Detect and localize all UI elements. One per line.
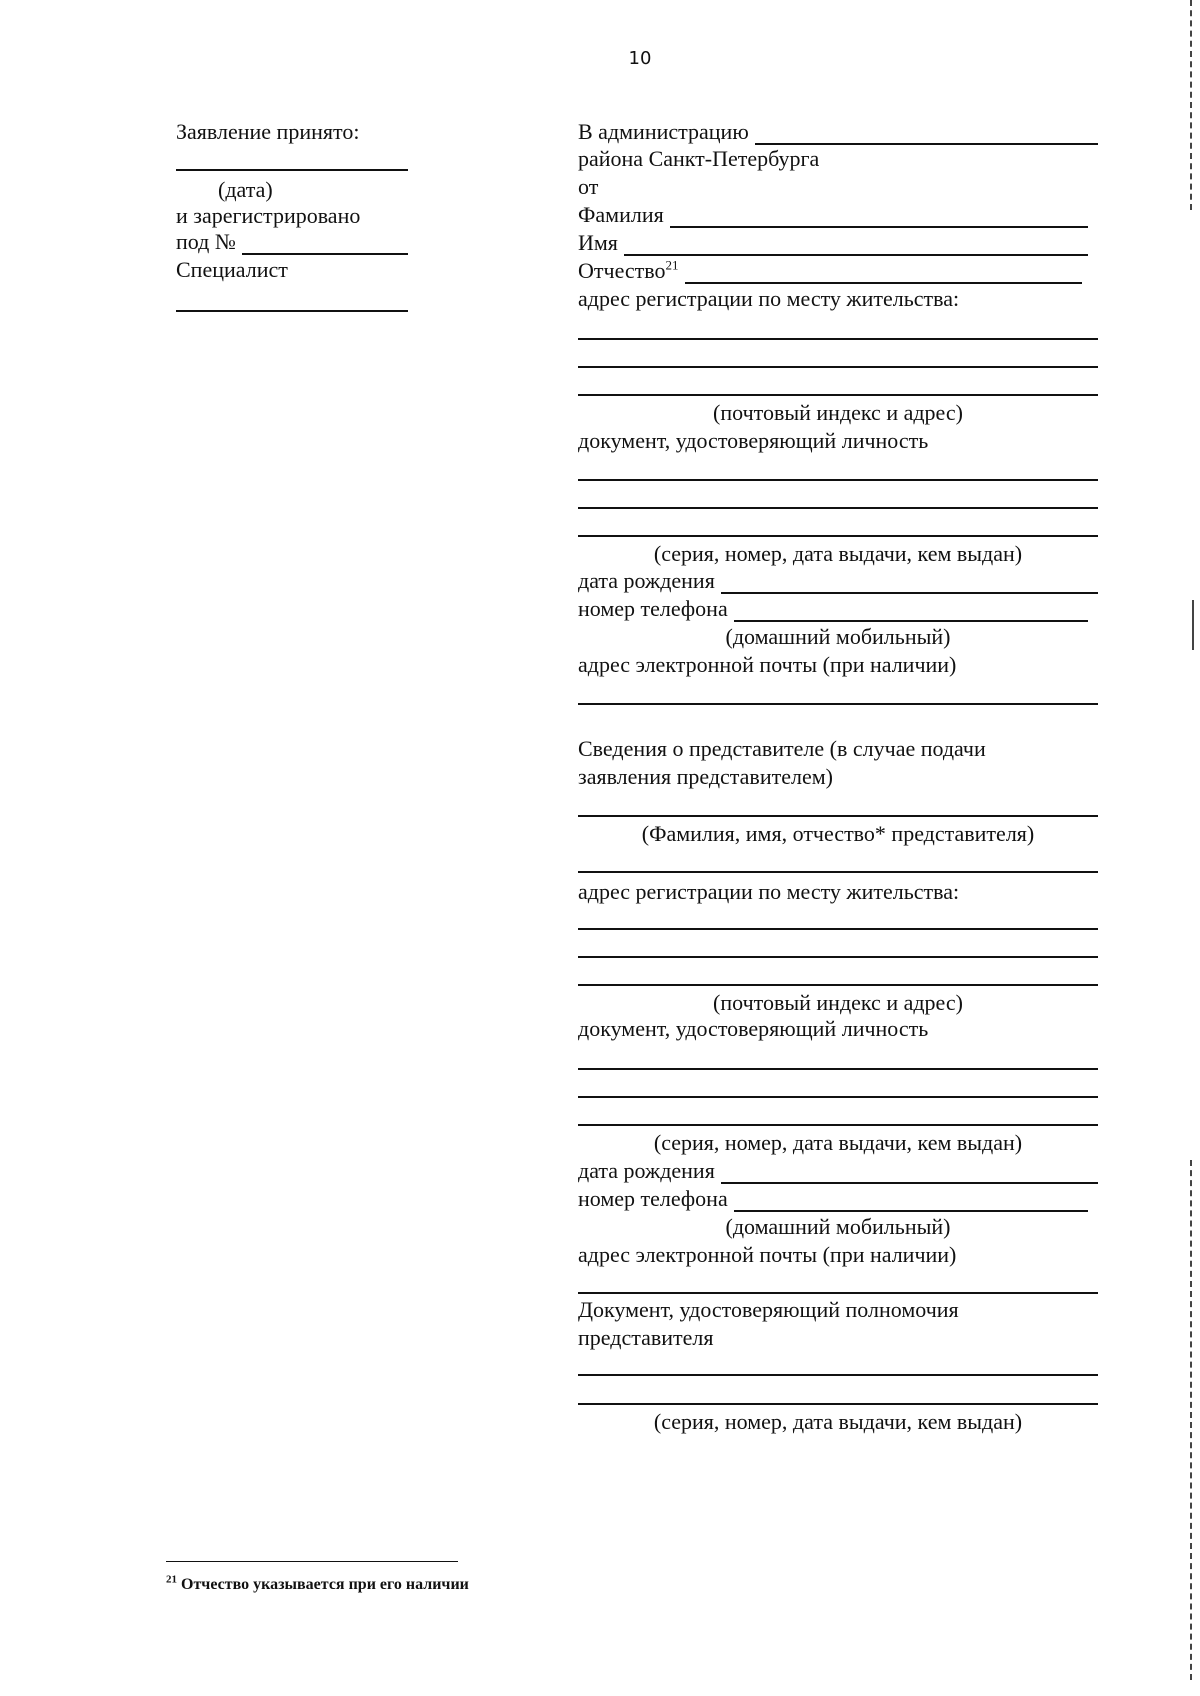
representative-birth-line[interactable] <box>721 1162 1098 1184</box>
applicant-phone-field[interactable] <box>578 596 1088 622</box>
applicant-email-line[interactable] <box>578 703 1098 705</box>
applicant-id-doc-hint: (серия, номер, дата выдачи, кем выдан) <box>653 541 1023 566</box>
scan-edge-artifact-bottom <box>1190 1160 1192 1680</box>
applicant-phone-line[interactable] <box>734 600 1088 622</box>
applicant-address-hint: (почтовый индекс и адрес) <box>713 400 963 425</box>
representative-address-line-1[interactable] <box>578 928 1098 930</box>
administration-label: В администрацию <box>578 119 749 144</box>
footnote-text: Отчество указывается при его наличии <box>181 1576 469 1593</box>
representative-fio-hint: (Фамилия, имя, отчество* представителя) <box>641 821 1035 846</box>
representative-fio-line-2[interactable] <box>578 871 1098 873</box>
applicant-phone-label: номер телефона <box>578 596 728 621</box>
registration-number-field[interactable] <box>176 229 408 255</box>
specialist-signature-line[interactable] <box>176 310 408 312</box>
name-line[interactable] <box>624 234 1088 256</box>
representative-authority-line1: Документ, удостоверяющий полномочия <box>578 1297 959 1322</box>
representative-phone-hint: (домашний мобильный) <box>725 1214 951 1239</box>
representative-authority-line2: представителя <box>578 1325 714 1350</box>
date-line[interactable] <box>176 169 408 171</box>
representative-authority-hint: (серия, номер, дата выдачи, кем выдан) <box>653 1409 1023 1434</box>
applicant-birth-label: дата рождения <box>578 568 715 593</box>
representative-birth-label: дата рождения <box>578 1158 715 1183</box>
administration-line[interactable] <box>755 123 1098 145</box>
representative-address-hint: (почтовый индекс и адрес) <box>713 990 963 1015</box>
representative-phone-label: номер телефона <box>578 1186 728 1211</box>
date-hint: (дата) <box>218 177 273 202</box>
district-line: района Санкт-Петербурга <box>578 146 820 171</box>
representative-phone-line[interactable] <box>734 1190 1088 1212</box>
surname-field[interactable] <box>578 202 1088 228</box>
patronymic-label: Отчество$^{21}$ <box>578 257 679 283</box>
applicant-address-line-2[interactable] <box>578 366 1098 368</box>
representative-id-doc-hint: (серия, номер, дата выдачи, кем выдан) <box>653 1130 1023 1155</box>
applicant-id-doc-line-3[interactable] <box>578 535 1098 537</box>
applicant-birth-line[interactable] <box>721 572 1098 594</box>
registration-number-label: под № <box>176 229 236 254</box>
representative-address-label: адрес регистрации по месту жительства: <box>578 879 960 904</box>
applicant-email-label: адрес электронной почты (при наличии) <box>578 652 957 677</box>
applicant-birth-field[interactable] <box>578 568 1098 594</box>
applicant-id-doc-line-1[interactable] <box>578 479 1098 481</box>
application-accepted-label: Заявление принято: <box>176 119 360 144</box>
applicant-id-doc-label: документ, удостоверяющий личность <box>578 428 929 453</box>
patronymic-footnote-ref: 21 <box>665 257 679 273</box>
applicant-phone-hint: (домашний мобильный) <box>725 624 951 649</box>
scan-edge-artifact-middle <box>1192 600 1194 650</box>
registration-number-line[interactable] <box>242 233 408 255</box>
representative-authority-line-2[interactable] <box>578 1403 1098 1405</box>
representative-id-doc-line-3[interactable] <box>578 1124 1098 1126</box>
representative-birth-field[interactable] <box>578 1158 1098 1184</box>
applicant-address-label: адрес регистрации по месту жительства: <box>578 286 960 311</box>
administration-field[interactable] <box>578 119 1098 145</box>
footnote <box>166 1575 469 1595</box>
surname-label: Фамилия <box>578 202 664 227</box>
representative-fio-line[interactable] <box>578 815 1098 817</box>
registered-label: и зарегистрировано <box>176 203 361 228</box>
patronymic-line[interactable] <box>685 262 1083 284</box>
specialist-label: Специалист <box>176 257 288 282</box>
representative-email-line[interactable] <box>578 1292 1098 1294</box>
representative-heading-line1: Сведения о представителе (в случае подачи <box>578 736 986 761</box>
representative-heading-line2: заявления представителем) <box>578 764 833 789</box>
name-label: Имя <box>578 230 618 255</box>
footnote-separator <box>166 1561 458 1562</box>
representative-id-doc-label: документ, удостоверяющий личность <box>578 1016 929 1041</box>
representative-phone-field[interactable] <box>578 1186 1088 1212</box>
footnote-mark: 21 <box>166 1573 177 1586</box>
scan-edge-artifact-top <box>1190 0 1192 210</box>
representative-email-label: адрес электронной почты (при наличии) <box>578 1242 957 1267</box>
patronymic-field[interactable] <box>578 258 1082 284</box>
representative-address-line-3[interactable] <box>578 984 1098 986</box>
from-label: от <box>578 174 599 199</box>
representative-id-doc-line-1[interactable] <box>578 1068 1098 1070</box>
name-field[interactable] <box>578 230 1088 256</box>
page-number: 10 <box>628 48 652 69</box>
representative-address-line-2[interactable] <box>578 956 1098 958</box>
representative-authority-line-1[interactable] <box>578 1374 1098 1376</box>
applicant-address-line-3[interactable] <box>578 394 1098 396</box>
applicant-address-line-1[interactable] <box>578 338 1098 340</box>
surname-line[interactable] <box>670 206 1088 228</box>
representative-id-doc-line-2[interactable] <box>578 1096 1098 1098</box>
applicant-id-doc-line-2[interactable] <box>578 507 1098 509</box>
